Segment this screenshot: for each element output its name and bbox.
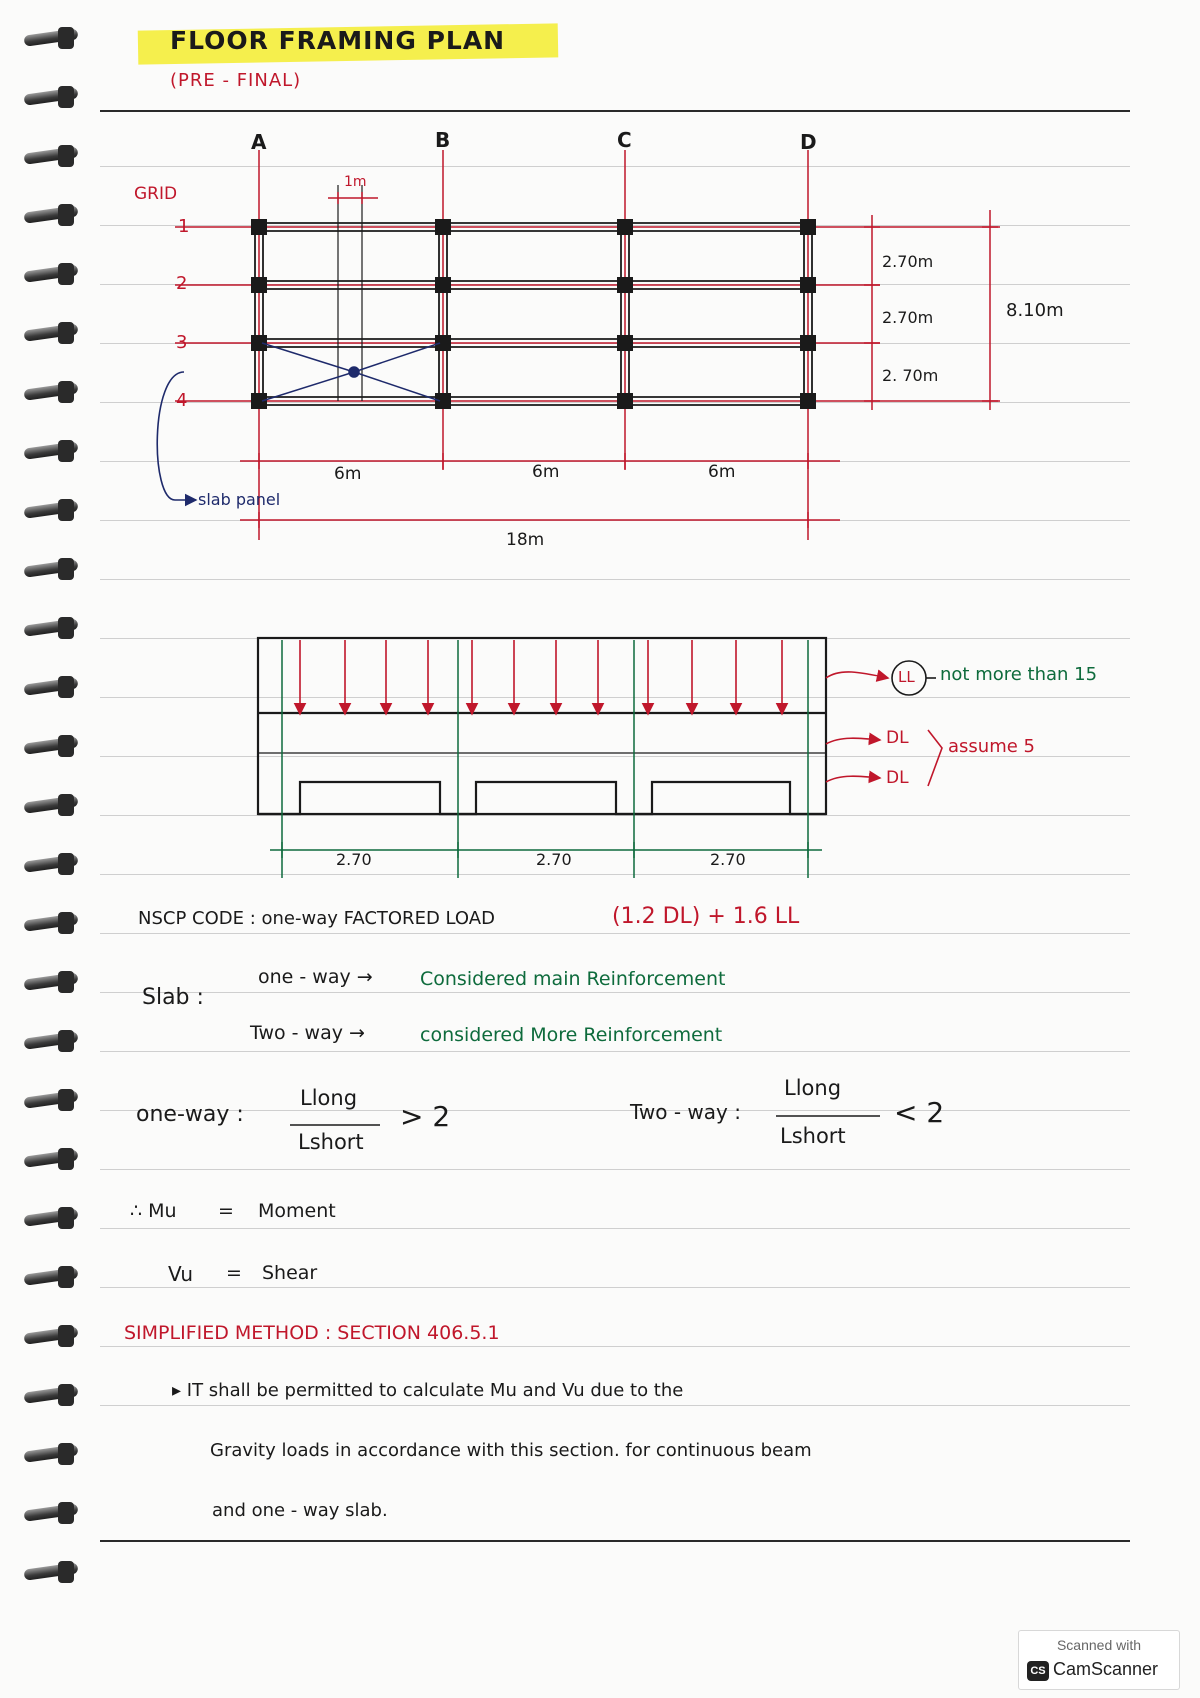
slab-label: Slab : <box>142 985 204 1010</box>
live-load-arrows <box>300 640 782 714</box>
two-way-ratio-label: Two - way : <box>630 1100 741 1124</box>
offset-dimension <box>328 192 378 204</box>
one-way-ratio-den: Lshort <box>298 1130 364 1154</box>
mu-equals: = <box>218 1200 234 1222</box>
one-way-meaning: Considered main Reinforcement <box>420 968 726 990</box>
watermark-line-1: Scanned with <box>1056 1637 1142 1653</box>
vu-symbol: Vu <box>168 1262 193 1286</box>
one-way-ratio-label: one-way : <box>136 1102 244 1127</box>
ll-leader <box>826 672 888 678</box>
slab-panel-diagonals <box>262 343 440 401</box>
column-label-c: C <box>617 128 632 152</box>
grid-label: GRID <box>134 184 178 204</box>
column-c2 <box>617 277 633 293</box>
vu-definition: Shear <box>262 1262 318 1284</box>
row-label-1: 1 <box>178 216 190 237</box>
one-way-label: one - way → <box>258 966 373 988</box>
bay-height-12: 2.70m <box>882 252 934 271</box>
grid-row-lines <box>175 227 1000 401</box>
bay-width-cd: 6m <box>708 462 736 482</box>
column-a3 <box>251 335 267 351</box>
nscp-code: NSCP CODE : one-way FACTORED LOAD <box>138 908 495 929</box>
beams-horizontal <box>259 223 808 405</box>
column-b4 <box>435 393 451 409</box>
row-label-4: 4 <box>176 390 188 411</box>
span-label-2: 2.70 <box>536 850 572 869</box>
column-a2 <box>251 277 267 293</box>
total-height: 8.10m <box>1006 300 1064 321</box>
column-d4 <box>800 393 816 409</box>
column-b1 <box>435 219 451 235</box>
support-lines <box>282 640 808 878</box>
total-length: 18m <box>506 530 545 550</box>
column-c3 <box>617 335 633 351</box>
page-subtitle: (PRE - FINAL) <box>170 70 302 91</box>
factored-load-formula: (1.2 DL) + 1.6 LL <box>612 904 800 929</box>
column-label-a: A <box>251 130 267 154</box>
bay-height-23: 2.70m <box>882 308 934 327</box>
scanner-watermark <box>1018 1630 1180 1690</box>
vu-equals: = <box>226 1262 242 1284</box>
mu-symbol: ∴ Mu <box>130 1200 177 1222</box>
column-d3 <box>800 335 816 351</box>
section-outline <box>258 638 826 814</box>
two-way-ratio-num: Llong <box>784 1076 842 1100</box>
column-label-b: B <box>435 128 451 152</box>
offset-label: 1m <box>344 174 367 190</box>
dl-leader-1 <box>826 738 880 744</box>
column-d2 <box>800 277 816 293</box>
column-b2 <box>435 277 451 293</box>
one-way-ratio-num: Llong <box>300 1086 358 1110</box>
span-label-3: 2.70 <box>710 850 746 869</box>
dl-note: assume 5 <box>948 736 1035 757</box>
one-way-ratio-rel: > 2 <box>400 1100 451 1133</box>
method-text-line-3: and one - way slab. <box>212 1500 388 1521</box>
bay-width-bc: 6m <box>532 462 560 482</box>
two-way-label: Two - way → <box>250 1022 365 1044</box>
columns <box>251 219 816 409</box>
page-title: FLOOR FRAMING PLAN <box>170 26 506 55</box>
ll-note: not more than 15 <box>940 664 1098 685</box>
bay-width-ab: 6m <box>334 464 362 484</box>
column-label-d: D <box>800 130 817 154</box>
dl-leader-2 <box>826 776 880 782</box>
column-c1 <box>617 219 633 235</box>
row-label-3: 3 <box>176 332 188 353</box>
column-d1 <box>800 219 816 235</box>
mu-definition: Moment <box>258 1200 336 1222</box>
bay-height-34: 2. 70m <box>882 366 939 385</box>
column-a4 <box>251 393 267 409</box>
row-label-2: 2 <box>176 273 188 294</box>
two-way-ratio-rel: < 2 <box>894 1096 945 1129</box>
method-text-line-1: ▸ IT shall be permitted to calculate Mu and Vu due to the <box>172 1380 684 1401</box>
dl-label-1: DL <box>886 728 909 748</box>
method-heading: SIMPLIFIED METHOD : SECTION 406.5.1 <box>124 1322 500 1344</box>
watermark-line-2: CamScanner <box>1053 1659 1159 1679</box>
two-way-ratio-den: Lshort <box>780 1124 846 1148</box>
ll-label: LL <box>898 668 915 686</box>
column-b3 <box>435 335 451 351</box>
span-label-1: 2.70 <box>336 850 372 869</box>
dl-brace <box>928 730 942 786</box>
column-a1 <box>251 219 267 235</box>
slab-panel-label: slab panel <box>198 490 281 509</box>
beam-profile <box>258 782 826 814</box>
two-way-meaning: considered More Reinforcement <box>420 1024 723 1046</box>
method-text-line-2: Gravity loads in accordance with this section. for continuous beam <box>210 1440 812 1461</box>
dl-label-2: DL <box>886 768 909 788</box>
camscanner-logo-icon: CS <box>1027 1661 1049 1681</box>
column-c4 <box>617 393 633 409</box>
